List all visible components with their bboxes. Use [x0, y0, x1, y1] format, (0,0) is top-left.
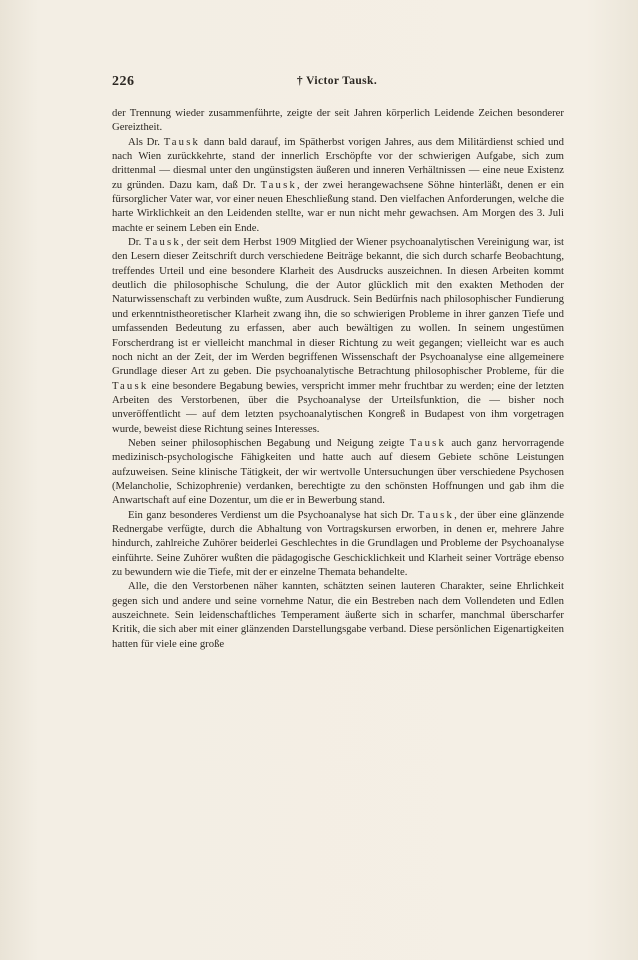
spaced-name: Tausk — [260, 178, 297, 191]
paragraph-6 — [112, 579, 564, 651]
paragraph-5 — [112, 508, 564, 580]
running-head: † Victor Tausk. — [296, 75, 378, 87]
spaced-name: Tausk — [417, 508, 455, 521]
paragraph-4 — [112, 436, 564, 508]
text-segment: eine besondere Begabung bewies, verspricht immer mehr fruchtbar zu werden; eine der letzten Arbeiten des Verstorbenen, über die Psychoanalyse der Urteilsfunktion, die — bisher noch unveröffentlicht — auf dem letzten psychoanalytischen Kongreß in Budapest von ihm vorgetragen wurde, beweist diese Richtung seines Interesses. — [112, 379, 564, 435]
paragraph-1 — [112, 106, 564, 135]
text-segment: dann bald darauf, im Spätherbst vorigen Jahres, aus dem Militärdienst schied und nach Wien zurückkehrte, stand der innerlich Erschöpfte vor der schwierigen Aufgabe, sich zum drittenmal — diesmal unter den ungünstigsten äußeren und inneren Verhältnissen — eine neue Existenz zu gründen. Dazu kam, daß Dr. — [112, 135, 564, 191]
text-segment: , der seit dem Herbst 1909 Mitglied der Wiener psychoanalytischen Vereinigung war, ist den Lesern dieser Zeitschrift durch verschiedene Beiträge bekannt, die sich durch scharfe Beobachtung, treffendes Urteil und eine besondere Klarheit des Ausdrucks auszeichnen. In diesen Arbeiten kommt deutlich die philosophische Schulung, die der Autor glücklich mit den exakten Methoden der Naturwissenschaft zu verbinden wußte, zum Ausdruck. Sein Bedürfnis nach philosophischer Fundierung und erkenntnistheoretischer Klarheit zwang ihn, die so schwierigen Probleme in ihrer ganzen Tiefe und umfassenden Bedeutung zu erfassen, aber auch bewältigen zu wollen. In seinem ungestümen Forscherdrang ist er vielleicht manchmal in dieser Richtung zu weit gegangen; vielleicht war es auch noch nicht an der Zeit, der im Werden begriffenen Wissenschaft der Psychoanalyse eine allgemeinere Grundlage dieser Art zu geben. Die psychoanalytische Betrachtung philosophischer Probleme, für die — [112, 236, 565, 378]
text-segment: Als Dr. — [128, 135, 164, 148]
spaced-name: Tausk — [144, 236, 181, 249]
paragraph-2 — [112, 135, 564, 235]
text-segment: Ein ganz besonderes Verdienst um die Psychoanalyse hat sich Dr. — [128, 508, 418, 521]
spaced-name: Tausk — [112, 379, 149, 392]
text-segment: auch ganz hervorragende medizinisch-psychologische Fähigkeiten und hatte auch auf diesem Gebiete schöne Leistungen aufzuweisen. Seine klinische Tätigkeit, der wir wertvolle Untersuchungen über verschiedene Psychosen (Melancholie, Schizophrenie) verdanken, berechtigte zu den schönsten Hoffnungen und gab ihm die Anwartschaft auf eine Dozentur, um die er in Bewerbung stand. — [112, 436, 564, 507]
spaced-name: Tausk — [409, 436, 447, 449]
page-header — [112, 74, 562, 92]
page-number: 226 — [112, 74, 135, 89]
text-segment: Neben seiner philosophischen Begabung und Neigung zeigte — [128, 436, 410, 449]
text-segment: der Trennung wieder zusammenführte, zeigte der seit Jahren körperlich Leidende Zeichen besonderer Gereiztheit. — [112, 107, 564, 134]
text-segment: Alle, die den Verstorbenen näher kannten, schätzten seinen lauteren Charakter, seine Ehrlichkeit gegen sich und andere und seine vornehme Natur, die ein Bestreben nach dem Vollendeten und Edlen auszeichnete. Sein leidenschaftliches Temperament äußerte sich in scharfer, manchmal überscharfer Kritik, die sich aber mit einer glänzenden Darstellungsgabe verband. Diese persönlichen Eigenartigkeiten hatten für viele eine große — [112, 580, 564, 650]
body-text — [112, 106, 564, 651]
text-segment: Dr. — [128, 236, 145, 249]
paragraph-3 — [112, 235, 564, 436]
text-segment: , der zwei herangewachsene Söhne hinterläßt, denen er ein fürsorglicher Vater war, vor einer neuen Eheschließung stand. Den vielfachen Anforderungen, welche die harte Wirklichkeit an den Leidenden stellte, war er nun nicht mehr gewachsen. Am Morgen des 3. Juli machte er seinem Leben ein Ende. — [112, 178, 564, 234]
spaced-name: Tausk — [163, 135, 201, 148]
text-segment: , der über eine glänzende Rednergabe verfügte, durch die Abhaltung von Vortragskursen erworben, in denen er, mehrere Jahre hindurch, zahlreiche Zuhörer beiderlei Geschlechtes in die Grundlagen und Probleme der Psychoanalyse einführte. Seine Zuhörer wußten die pädagogische Geschicklichkeit und Klarheit seiner Vorträge ebenso zu bewundern wie die Tiefe, mit der er einzelne Themata behandelte. — [112, 508, 564, 578]
